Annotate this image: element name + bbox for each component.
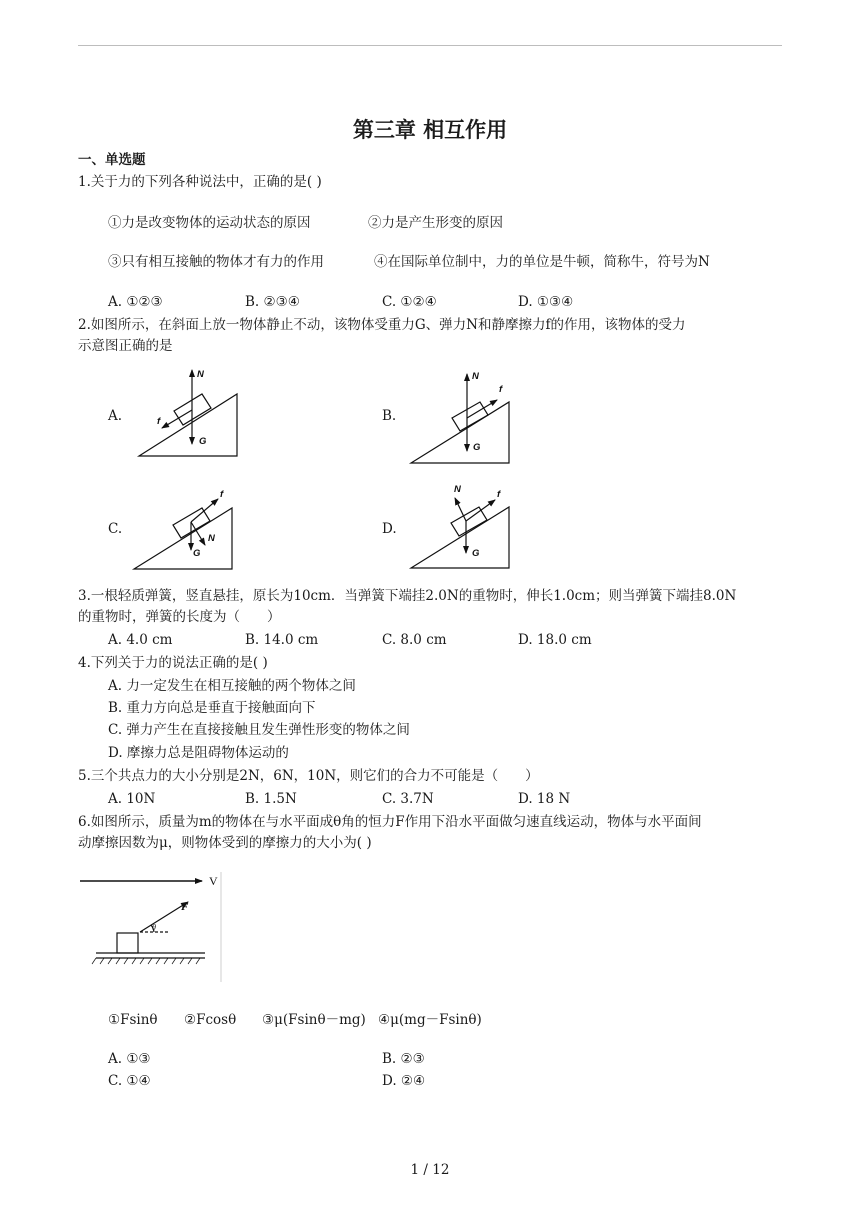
- fig-a-n: N: [197, 369, 204, 380]
- fig-c-g: G: [193, 548, 201, 559]
- section-heading: 一、单选题: [78, 152, 146, 168]
- q5-option-b: B. 1.5N: [245, 791, 297, 807]
- fig-b-f: f: [499, 384, 503, 395]
- q2-option-a-label: A.: [108, 408, 123, 424]
- q6-fig-v: V: [209, 874, 218, 888]
- q5-stem: 5.三个共点力的大小分别是2N，6N，10N，则它们的合力不可能是（ ）: [78, 768, 539, 784]
- page-title: 第三章 相互作用: [352, 118, 508, 142]
- q6-stem-line1: 6.如图所示，质量为m的物体在与水平面成θ角的恒力F作用下沿水平面做匀速直线运动，物体与水平面间: [78, 814, 702, 830]
- q4-option-c: C. 弹力产生在直接接触且发生弹性形变的物体之间: [108, 722, 410, 738]
- q2-figure-b: [411, 374, 509, 463]
- q5-option-c: C. 3.7N: [382, 791, 434, 807]
- q6-option-c: C. ①④: [108, 1073, 151, 1089]
- q2-option-b-label: B.: [382, 408, 397, 424]
- fig-d-f: f: [497, 489, 501, 500]
- fig-c-f: f: [220, 489, 224, 500]
- q1-statement-3: ③只有相互接触的物体才有力的作用: [108, 254, 324, 270]
- fig-d-n: N: [454, 484, 461, 495]
- q2-figure-c: [134, 499, 232, 569]
- q4-option-d: D. 摩擦力总是阻碍物体运动的: [108, 745, 289, 761]
- q6-expr-2: ②Fcosθ: [184, 1012, 237, 1028]
- fig-a-g: G: [199, 436, 207, 447]
- q6-expr-3: ③μ(Fsinθ－mg): [262, 1012, 366, 1028]
- q1-statement-1: ①力是改变物体的运动状态的原因: [108, 215, 311, 231]
- fig-c-n: N: [208, 533, 215, 544]
- fig-b-g: G: [473, 442, 481, 453]
- fig-b-n: N: [472, 371, 479, 382]
- q3-option-a: A. 4.0 cm: [108, 632, 173, 648]
- q6-figure: [80, 872, 221, 982]
- q1-statement-2: ②力是产生形变的原因: [368, 215, 503, 231]
- fig-d-g: G: [472, 548, 480, 559]
- q3-option-d: D. 18.0 cm: [518, 632, 592, 648]
- q4-stem: 4.下列关于力的说法正确的是( ): [78, 655, 268, 671]
- page-number: 1 / 12: [410, 1162, 450, 1178]
- q2-stem-line2: 示意图正确的是: [78, 338, 173, 354]
- fig-a-f: f: [157, 416, 161, 427]
- q6-expr-4: ④μ(mg－Fsinθ): [378, 1012, 482, 1028]
- q1-stem: 1.关于力的下列各种说法中，正确的是( ): [78, 174, 322, 190]
- q2-figure-a: [139, 370, 237, 456]
- q6-option-a: A. ①③: [108, 1051, 151, 1067]
- q1-statement-4: ④在国际单位制中，力的单位是牛顿，简称牛，符号为N: [374, 254, 710, 270]
- q6-option-b: B. ②③: [382, 1051, 425, 1067]
- q6-fig-f: F: [181, 901, 189, 913]
- q2-stem-line1: 2.如图所示，在斜面上放一物体静止不动，该物体受重力G、弹力N和静摩擦力f的作用，该物体的受力: [78, 317, 686, 333]
- q2-option-d-label: D.: [382, 521, 397, 537]
- q6-expr-1: ①Fsinθ: [108, 1012, 158, 1028]
- q1-option-d: D. ①③④: [518, 294, 574, 310]
- q4-option-a: A. 力一定发生在相互接触的两个物体之间: [108, 678, 356, 694]
- q2-figure-d: [411, 498, 509, 568]
- q6-option-d: D. ②④: [382, 1073, 426, 1089]
- q6-stem-line2: 动摩擦因数为μ，则物体受到的摩擦力的大小为( ): [78, 835, 372, 851]
- q1-option-b: B. ②③④: [245, 294, 300, 310]
- q1-option-a: A. ①②③: [108, 294, 163, 310]
- q5-option-a: A. 10N: [108, 791, 156, 807]
- q4-option-b: B. 重力方向总是垂直于接触面向下: [108, 700, 316, 716]
- q3-stem-line2: 的重物时，弹簧的长度为（ ）: [78, 609, 281, 625]
- q6-fig-theta: θ: [152, 923, 156, 932]
- q3-option-b: B. 14.0 cm: [245, 632, 319, 648]
- q1-option-c: C. ①②④: [382, 294, 437, 310]
- q3-stem-line1: 3.一根轻质弹簧，竖直悬挂，原长为10cm．当弹簧下端挂2.0N的重物时，伸长1.0cm；则当弹簧下端挂8.0N: [78, 588, 737, 604]
- q3-option-c: C. 8.0 cm: [382, 632, 447, 648]
- q5-option-d: D. 18 N: [518, 791, 571, 807]
- q2-option-c-label: C.: [108, 521, 123, 537]
